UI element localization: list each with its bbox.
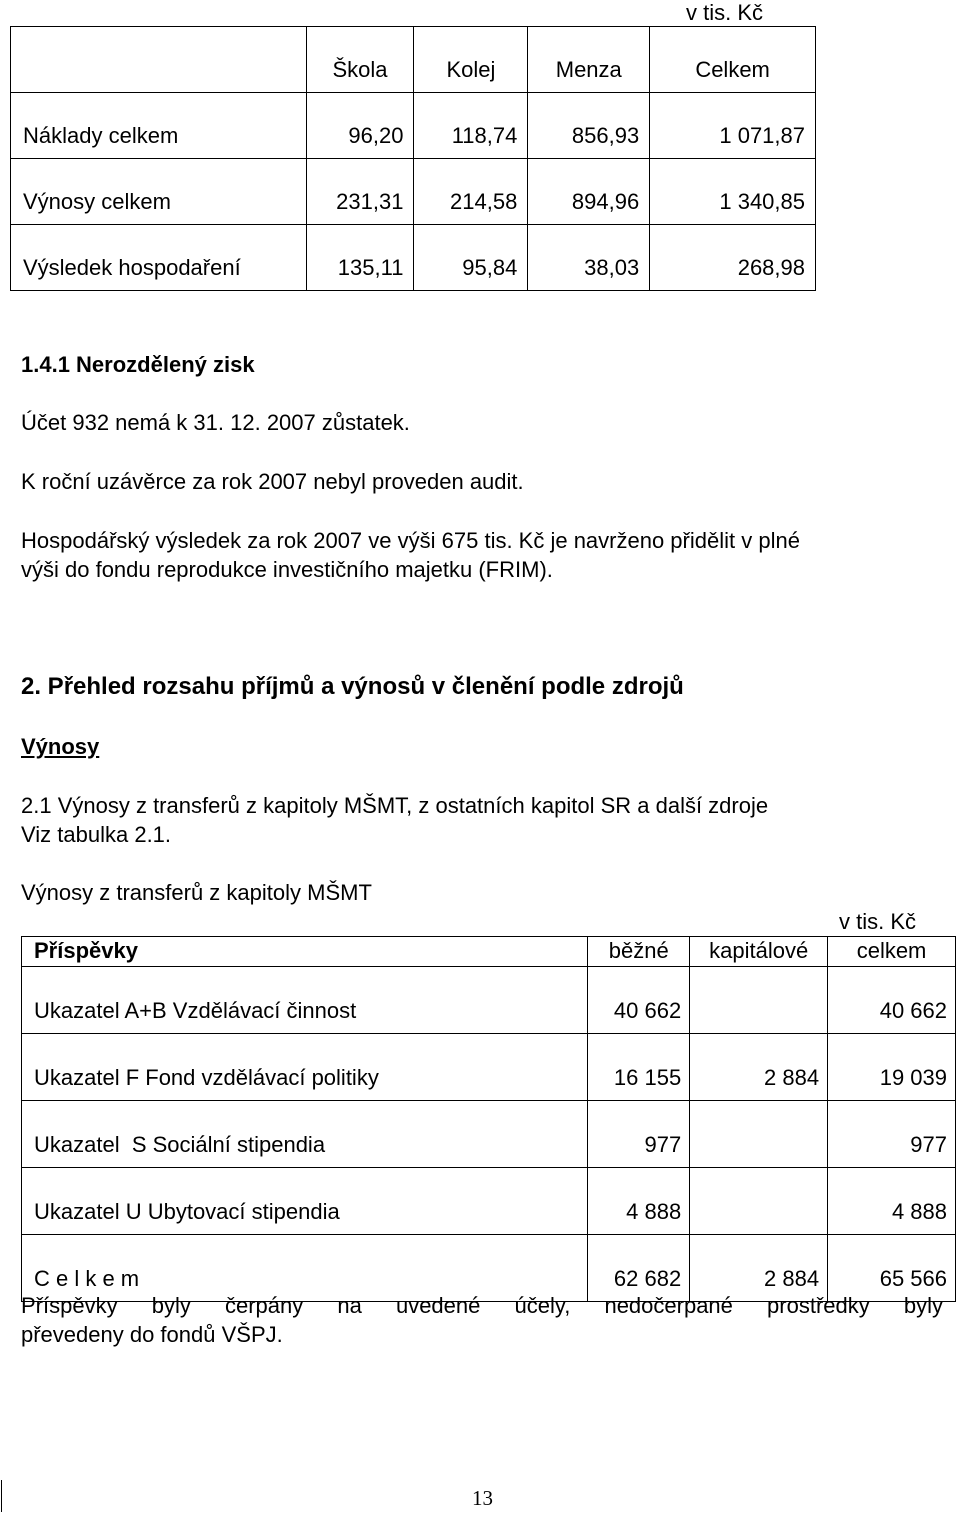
summary-cell: 1 071,87: [650, 93, 816, 159]
paragraph-line: výši do fondu reprodukce investičního majetku (FRIM).: [21, 557, 553, 582]
summary-header-cell: Kolej: [414, 27, 528, 93]
paragraph-line: Hospodářský výsledek za rok 2007 ve výši 675 tis. Kč je navrženo přidělit v plné: [21, 528, 800, 553]
summary-cell: 231,31: [306, 159, 414, 225]
contributions-total-cell: 65 566: [828, 1235, 956, 1302]
contributions-cell: [690, 967, 828, 1034]
contributions-row: [22, 967, 956, 1034]
table-title: Výnosy z transferů z kapitoly MŠMT: [21, 880, 372, 905]
unit-label-top: v tis. Kč: [686, 0, 764, 25]
margin-rule: [1, 1480, 2, 1512]
contributions-cell: 40 662: [828, 967, 956, 1034]
summary-cell: 856,93: [528, 93, 650, 159]
contributions-cell: 16 155: [588, 1034, 690, 1101]
contributions-total-label: C e l k e m: [22, 1235, 588, 1302]
paragraph: Účet 932 nemá k 31. 12. 2007 zůstatek.: [21, 410, 410, 435]
paragraph: K roční uzávěrce za rok 2007 nebyl proveden audit.: [21, 469, 524, 494]
summary-header-cell: Škola: [306, 27, 414, 93]
contributions-table: [21, 936, 956, 1302]
contributions-row-label: Ukazatel U Ubytovací stipendia: [22, 1168, 588, 1235]
summary-cell: 268,98: [650, 225, 816, 291]
contributions-cell: 4 888: [588, 1168, 690, 1235]
paragraph-line: Viz tabulka 2.1.: [21, 822, 172, 847]
contributions-header-cell: kapitálové: [690, 937, 828, 967]
contributions-cell: 19 039: [828, 1034, 956, 1101]
summary-cell: 38,03: [528, 225, 650, 291]
contributions-row-label: Ukazatel S Sociální stipendia: [22, 1101, 588, 1168]
contributions-total-cell: 62 682: [588, 1235, 690, 1302]
contributions-row-label: Ukazatel A+B Vzdělávací činnost: [22, 967, 588, 1034]
summary-row-label: Náklady celkem: [11, 93, 307, 159]
summary-row-label: Výnosy celkem: [11, 159, 307, 225]
contributions-cell: 4 888: [828, 1168, 956, 1235]
contributions-cell: 2 884: [690, 1034, 828, 1101]
summary-row-label: Výsledek hospodaření: [11, 225, 307, 291]
contributions-row: [22, 1168, 956, 1235]
section-heading-2: 2. Přehled rozsahu příjmů a výnosů v členění podle zdrojů: [21, 673, 684, 700]
summary-cell: 1 340,85: [650, 159, 816, 225]
contributions-header-row: [22, 937, 956, 967]
contributions-cell: 40 662: [588, 967, 690, 1034]
summary-corner-cell: [11, 27, 307, 93]
contributions-row: [22, 1034, 956, 1101]
paragraph-line: 2.1 Výnosy z transferů z kapitoly MŠMT, z ostatních kapitol SR a další zdroje: [21, 793, 769, 818]
summary-header-cell: Menza: [528, 27, 650, 93]
contributions-row: [22, 1101, 956, 1168]
summary-header-cell: Celkem: [650, 27, 816, 93]
summary-row: [11, 225, 816, 291]
summary-row: [11, 93, 816, 159]
closing-paragraph-line: převedeny do fondů VŠPJ.: [21, 1322, 283, 1347]
summary-cell: 96,20: [306, 93, 414, 159]
summary-cell: 118,74: [414, 93, 528, 159]
contributions-total-row: [22, 1235, 956, 1302]
summary-cell: 135,11: [306, 225, 414, 291]
contributions-cell: [690, 1168, 828, 1235]
summary-cell: 95,84: [414, 225, 528, 291]
page-number: 13: [472, 1486, 493, 1510]
summary-cell: 214,58: [414, 159, 528, 225]
summary-cell: 894,96: [528, 159, 650, 225]
contributions-header-cell: běžné: [588, 937, 690, 967]
contributions-row-label: Ukazatel F Fond vzdělávací politiky: [22, 1034, 588, 1101]
contributions-header-cell: celkem: [828, 937, 956, 967]
contributions-cell: 977: [828, 1101, 956, 1168]
subheading: Výnosy: [21, 734, 100, 759]
contributions-cell: [690, 1101, 828, 1168]
section-heading-141: 1.4.1 Nerozdělený zisk: [21, 352, 255, 377]
closing-paragraph-line: Příspěvky byly čerpány na uvedené účely, nedočerpané prostředky byly: [21, 1293, 943, 1318]
unit-label: v tis. Kč: [839, 909, 917, 934]
contributions-header-label: Příspěvky: [22, 937, 588, 967]
contributions-total-cell: 2 884: [690, 1235, 828, 1302]
summary-row: [11, 159, 816, 225]
contributions-cell: 977: [588, 1101, 690, 1168]
summary-table: [10, 26, 816, 291]
summary-header-row: [11, 27, 816, 93]
